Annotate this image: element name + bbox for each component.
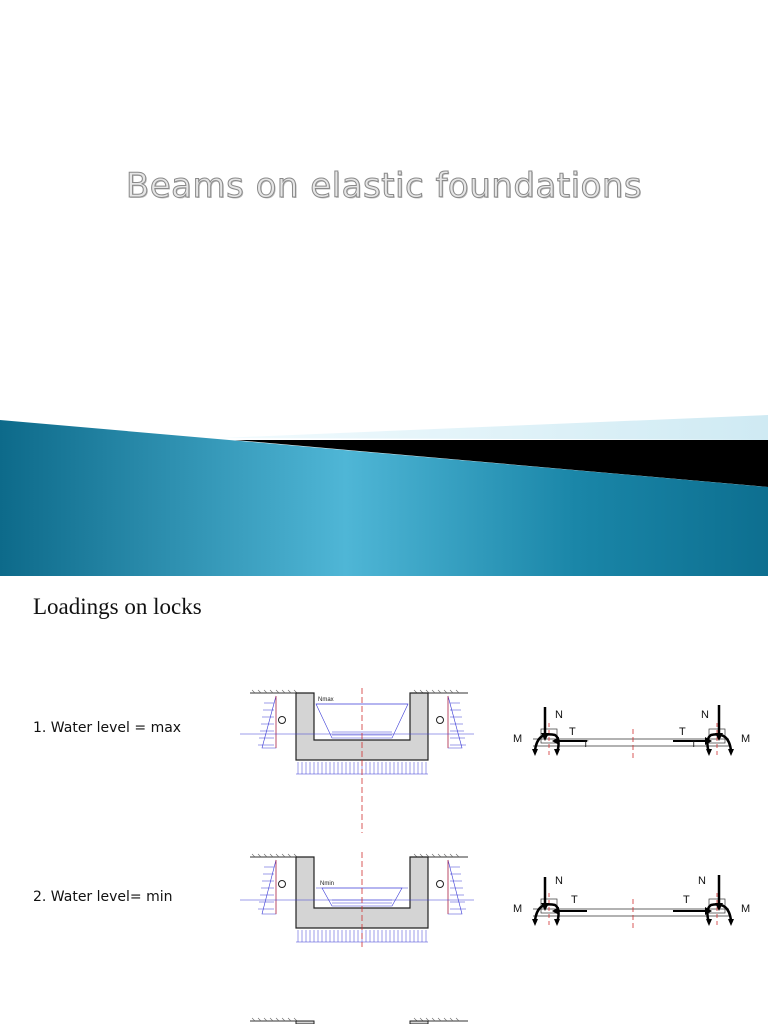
- shear-force-label: T: [569, 726, 576, 738]
- section-heading: Loadings on locks: [33, 594, 202, 619]
- moment-label: M: [513, 733, 523, 745]
- water-level-label-2: Nmin: [320, 881, 335, 887]
- moment-label: M: [513, 903, 523, 915]
- beam-forces-diagram-1: [505, 701, 763, 766]
- moment-label: M: [741, 903, 751, 915]
- normal-force-label: N: [698, 875, 706, 887]
- lock-section-diagram-1: [232, 688, 482, 833]
- beam-forces-diagram-2: [505, 871, 763, 936]
- lock-section-diagram-2: [232, 852, 482, 947]
- decorative-banner: [0, 405, 768, 576]
- content-slide: [0, 576, 768, 1024]
- normal-force-label: N: [555, 875, 563, 887]
- lock-section-diagram-3-partial: [232, 1016, 482, 1024]
- normal-force-label: N: [701, 709, 709, 721]
- slide-title: Beams on elastic foundations: [125, 166, 643, 206]
- shear-force-label: T: [691, 739, 697, 749]
- case-1-label: 1. Water level = max: [33, 720, 182, 736]
- shear-force-label: T: [583, 739, 589, 749]
- shear-force-label: T: [683, 894, 690, 906]
- normal-force-label: N: [555, 709, 563, 721]
- moment-label: M: [741, 733, 751, 745]
- shear-force-label: T: [571, 894, 578, 906]
- case-2-label: 2. Water level= min: [33, 889, 173, 905]
- shear-force-label: T: [679, 726, 686, 738]
- water-level-label-1: Nmax: [318, 697, 334, 703]
